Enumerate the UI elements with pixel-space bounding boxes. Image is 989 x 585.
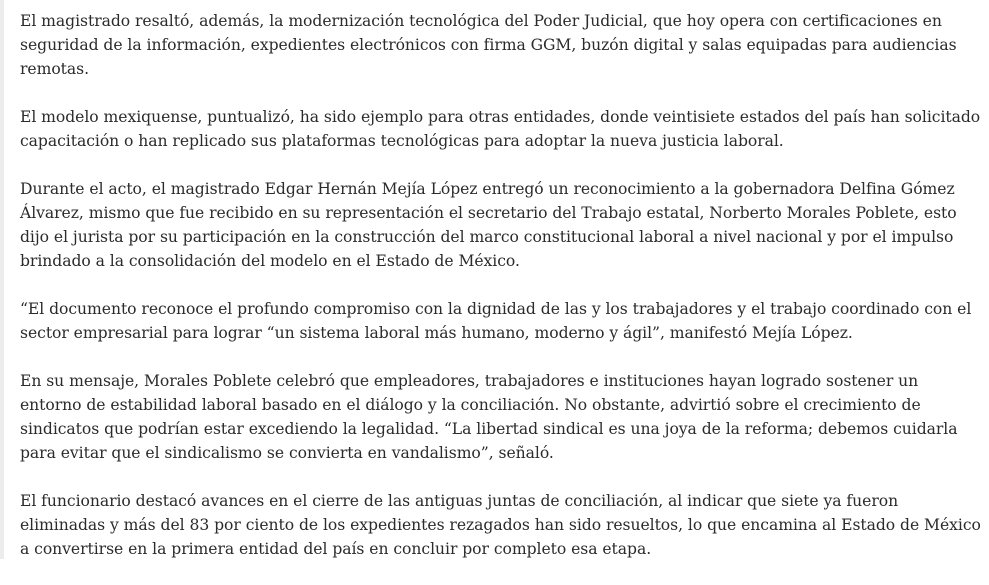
paragraph-mensaje: En su mensaje, Morales Poblete celebró que empleadores, trabajadores e instituciones hayan logrado sostener un entorno de estabilidad laboral basado en el diálogo y la conciliación. No obstante, advirtió sobre el crecimiento de sindicatos que podrían estar excediendo la legalidad. “La libertad sindical es una joya de la reforma; debemos cuidarla para evitar que el sindicalismo se convierta en vandalismo”, señaló. xyxy=(20,372,958,462)
left-border xyxy=(0,0,4,559)
article-body xyxy=(20,9,982,585)
paragraph-documento: “El documento reconoce el profundo compromiso con la dignidad de las y los trabajadores y el trabajo coordinado con el sector empresarial para lograr “un sistema laboral más humano, moderno y ágil”, manifestó Mejía López. xyxy=(20,300,972,342)
paragraph-modernizacion: El magistrado resaltó, además, la modernización tecnológica del Poder Judicial, que hoy opera con certificaciones en seguridad de la información, expedientes electrónicos con firma GGM, buzón digital y salas equipadas para audiencias remotas. xyxy=(20,12,957,78)
paragraph-reconocimiento: Durante el acto, el magistrado Edgar Hernán Mejía López entregó un reconocimiento a la gobernadora Delfina Gómez Álvarez, mismo que fue recibido en su representación el secretario del Trabajo estatal, Norberto Morales Poblete, esto dijo el jurista por su participación en la construcción del marco constitucional laboral a nivel nacional y por el impulso brindado a la consolidación del modelo en el Estado de México. xyxy=(20,180,957,270)
paragraph-modelo-mexiquense: El modelo mexiquense, puntualizó, ha sido ejemplo para otras entidades, donde veintisiete estados del país han solicitado capacitación o han replicado sus plataformas tecnológicas para adoptar la nueva justicia laboral. xyxy=(20,108,981,150)
paragraph-funcionario: El funcionario destacó avances en el cierre de las antiguas juntas de conciliación, al indicar que siete ya fueron eliminadas y más del 83 por ciento de los expedientes rezagados han sido resueltos, lo que encamina al Estado de México a convertirse en la primera entidad del país en concluir por completo esa etapa. xyxy=(20,492,981,558)
